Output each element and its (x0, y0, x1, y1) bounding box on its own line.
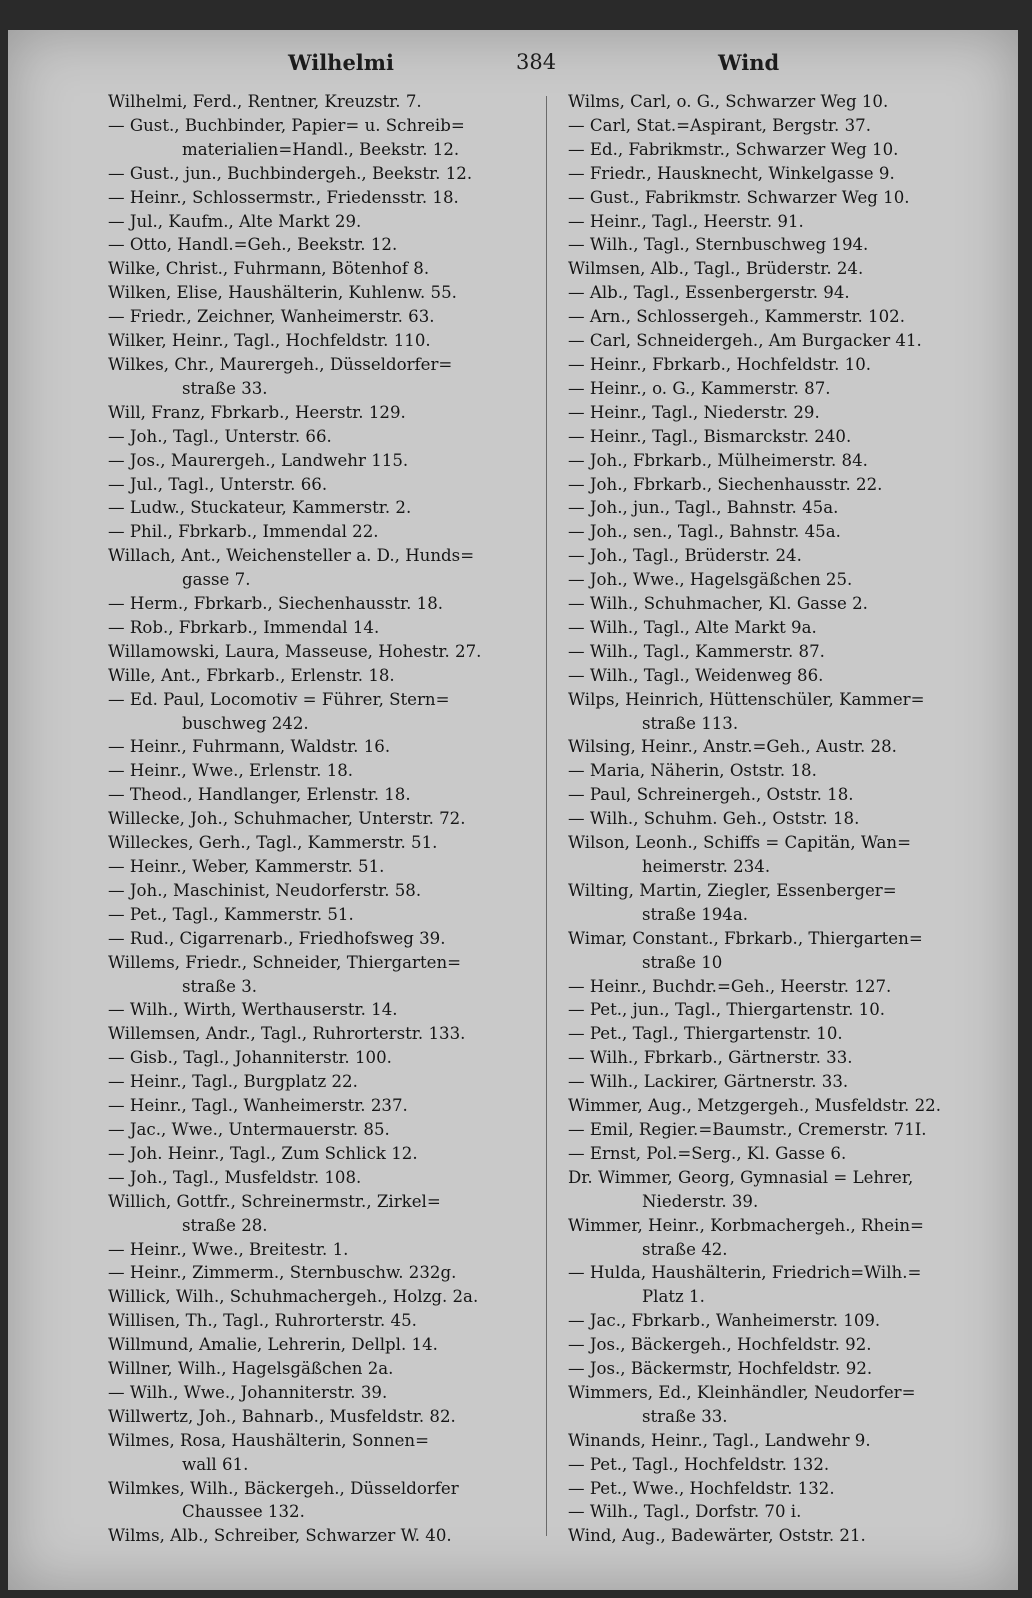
directory-entry (108, 1429, 548, 1477)
directory-entry (108, 1381, 548, 1405)
directory-entry (108, 281, 548, 305)
entry-line: Willick, Wilh., Schuhmachergeh., Holzg. 2a. (108, 1287, 479, 1307)
entry-continuation: gasse 7. (182, 570, 251, 590)
directory-entry (568, 640, 1008, 664)
entry-line: — Alb., Tagl., Essenbergerstr. 94. (568, 283, 850, 303)
entry-line: — Joh., sen., Tagl., Bahnstr. 45a. (568, 522, 841, 542)
directory-entry (108, 640, 548, 664)
entry-line: — Maria, Näherin, Oststr. 18. (568, 761, 817, 781)
entry-line: — Friedr., Hausknecht, Winkelgasse 9. (568, 163, 895, 183)
directory-entry (108, 114, 548, 162)
directory-entry (108, 1238, 548, 1262)
directory-entry (568, 1333, 1008, 1357)
entry-line: — Ludw., Stuckateur, Kammerstr. 2. (108, 498, 412, 518)
entry-line: — Joh., Tagl., Musfeldstr. 108. (108, 1167, 362, 1187)
entry-line: — Heinr., Tagl., Wanheimerstr. 237. (108, 1096, 408, 1116)
entry-line: — Jos., Maurergeh., Landwehr 115. (108, 450, 409, 470)
entry-line: — Pet., Tagl., Kammerstr. 51. (108, 904, 354, 924)
directory-entry (108, 1524, 548, 1548)
directory-entry (108, 592, 548, 616)
directory-entry (568, 735, 1008, 759)
directory-entry (568, 975, 1008, 999)
entry-line: Willemsen, Andr., Tagl., Ruhrorterstr. 133. (108, 1024, 466, 1044)
directory-entry (568, 1429, 1008, 1453)
directory-entry (568, 257, 1008, 281)
header-left-keyword: Wilhelmi (288, 50, 394, 75)
directory-entry (568, 1261, 1008, 1309)
entry-line: — Emil, Regier.=Baumstr., Cremerstr. 71I. (568, 1119, 927, 1139)
directory-entry (108, 855, 548, 879)
directory-entry (108, 210, 548, 234)
directory-entry (568, 305, 1008, 329)
entry-line: Wilms, Carl, o. G., Schwarzer Weg 10. (568, 92, 889, 111)
directory-entry (108, 90, 548, 114)
entry-line: — Joh., Tagl., Unterstr. 66. (108, 426, 332, 446)
directory-entry (568, 401, 1008, 425)
entry-continuation: straße 33. (182, 378, 268, 398)
entry-line: Wind, Aug., Badewärter, Oststr. 21. (568, 1526, 866, 1546)
entry-line: Wilker, Heinr., Tagl., Hochfeldstr. 110. (108, 331, 431, 351)
entry-line: — Gust., Fabrikmstr. Schwarzer Weg 10. (568, 187, 910, 207)
entry-line: — Ed. Paul, Locomotiv = Führer, Stern= (108, 689, 450, 709)
entry-line: Willecke, Joh., Schuhmacher, Unterstr. 72. (108, 809, 466, 829)
column-divider (546, 96, 547, 1536)
directory-entry (108, 688, 548, 736)
directory-entry (568, 1524, 1008, 1548)
directory-entry (568, 1357, 1008, 1381)
directory-entry (568, 1142, 1008, 1166)
directory-entry (568, 377, 1008, 401)
directory-entry (108, 257, 548, 281)
directory-entry (568, 592, 1008, 616)
entry-line: — Rob., Fbrkarb., Immendal 14. (108, 617, 380, 637)
right-column (568, 90, 1008, 1548)
directory-entry (568, 1453, 1008, 1477)
entry-continuation: straße 33. (642, 1406, 728, 1426)
directory-entry (108, 1357, 548, 1381)
entry-line: Wilmkes, Wilh., Bäckergeh., Düsseldorfer (108, 1478, 459, 1498)
entry-line: Willamowski, Laura, Masseuse, Hohestr. 27. (108, 641, 482, 661)
entry-line: — Ernst, Pol.=Serg., Kl. Gasse 6. (568, 1143, 847, 1163)
directory-entry (108, 233, 548, 257)
directory-entry (568, 568, 1008, 592)
entry-line: — Heinr., o. G., Kammerstr. 87. (568, 378, 831, 398)
directory-entry (568, 1094, 1008, 1118)
entry-line: — Gust., Buchbinder, Papier= u. Schreib= (108, 115, 465, 135)
entry-line: Wilken, Elise, Haushälterin, Kuhlenw. 55. (108, 283, 457, 303)
directory-entry (108, 1477, 548, 1525)
entry-line: — Gisb., Tagl., Johanniterstr. 100. (108, 1048, 392, 1068)
entry-line: — Carl, Schneidergeh., Am Burgacker 41. (568, 331, 922, 351)
entry-line: — Heinr., Wwe., Erlenstr. 18. (108, 761, 354, 781)
directory-entry (108, 1405, 548, 1429)
entry-continuation: Chaussee 132. (182, 1502, 305, 1522)
entry-line: — Joh., Maschinist, Neudorferstr. 58. (108, 880, 422, 900)
entry-line: — Wilh., Wwe., Johanniterstr. 39. (108, 1382, 388, 1402)
directory-entry (568, 162, 1008, 186)
entry-continuation: Niederstr. 39. (642, 1191, 759, 1211)
directory-entry (108, 162, 548, 186)
entry-line: — Heinr., Tagl., Heerstr. 91. (568, 211, 804, 231)
directory-entry (108, 305, 548, 329)
entry-line: — Heinr., Fbrkarb., Hochfeldstr. 10. (568, 354, 872, 374)
entry-line: — Wilh., Tagl., Kammerstr. 87. (568, 641, 825, 661)
entry-line: — Ed., Fabrikmstr., Schwarzer Weg 10. (568, 139, 899, 159)
entry-line: — Wilh., Lackirer, Gärtnerstr. 33. (568, 1072, 849, 1092)
directory-entry (108, 1166, 548, 1190)
directory-entry (108, 496, 548, 520)
directory-entry (108, 186, 548, 210)
entry-line: Willems, Friedr., Schneider, Thiergarten= (108, 952, 462, 972)
directory-entry (108, 401, 548, 425)
entry-line: — Arn., Schlossergeh., Kammerstr. 102. (568, 307, 905, 327)
entry-line: — Joh., jun., Tagl., Bahnstr. 45a. (568, 498, 839, 518)
entry-continuation: straße 3. (182, 976, 258, 996)
directory-entry (108, 664, 548, 688)
directory-entry (568, 807, 1008, 831)
entry-continuation: buschweg 242. (182, 713, 309, 733)
directory-entry (108, 807, 548, 831)
entry-line: — Heinr., Zimmerm., Sternbuschw. 232g. (108, 1263, 457, 1283)
entry-line: Wilmes, Rosa, Haushälterin, Sonnen= (108, 1430, 430, 1450)
entry-continuation: straße 113. (642, 713, 739, 733)
entry-line: — Heinr., Wwe., Breitestr. 1. (108, 1239, 349, 1259)
left-column (108, 90, 548, 1548)
entry-line: — Joh., Fbrkarb., Siechenhausstr. 22. (568, 474, 883, 494)
entry-line: — Joh., Wwe., Hagelsgäßchen 25. (568, 570, 853, 590)
entry-line: — Jul., Kaufm., Alte Markt 29. (108, 211, 362, 231)
entry-line: — Jac., Wwe., Untermauerstr. 85. (108, 1119, 390, 1139)
header-right-keyword: Wind (718, 50, 780, 75)
directory-entry (108, 449, 548, 473)
directory-entry (108, 951, 548, 999)
directory-entry (108, 1094, 548, 1118)
entry-line: — Theod., Handlanger, Erlenstr. 18. (108, 785, 411, 805)
entry-line: — Wilh., Schuhm. Geh., Oststr. 18. (568, 809, 860, 829)
directory-entry (568, 186, 1008, 210)
entry-line: — Heinr., Tagl., Bismarckstr. 240. (568, 426, 852, 446)
directory-entry (108, 520, 548, 544)
directory-entry (108, 903, 548, 927)
directory-entry (568, 473, 1008, 497)
entry-continuation: straße 28. (182, 1215, 268, 1235)
directory-entry (108, 425, 548, 449)
directory-entry (568, 425, 1008, 449)
directory-entry (568, 783, 1008, 807)
directory-entry (568, 927, 1008, 975)
entry-line: — Wilh., Tagl., Alte Markt 9a. (568, 617, 817, 637)
entry-line: Wilps, Heinrich, Hüttenschüler, Kammer= (568, 689, 925, 709)
entry-line: Wilke, Christ., Fuhrmann, Bötenhof 8. (108, 259, 430, 279)
directory-entry (108, 759, 548, 783)
entry-line: — Joh. Heinr., Tagl., Zum Schlick 12. (108, 1143, 418, 1163)
directory-entry (568, 1381, 1008, 1429)
directory-entry (568, 281, 1008, 305)
directory-entry (108, 1070, 548, 1094)
page-header (8, 42, 1018, 82)
entry-line: — Wilh., Tagl., Dorfstr. 70 i. (568, 1502, 802, 1522)
entry-line: Will, Franz, Fbrkarb., Heerstr. 129. (108, 402, 406, 422)
entry-line: Dr. Wimmer, Georg, Gymnasial = Lehrer, (568, 1167, 914, 1187)
entry-line: — Paul, Schreinergeh., Oststr. 18. (568, 785, 854, 805)
directory-entry (568, 544, 1008, 568)
directory-entry (108, 1261, 548, 1285)
directory-entry (568, 616, 1008, 640)
directory-entry (568, 329, 1008, 353)
directory-entry (568, 664, 1008, 688)
entry-line: — Jos., Bäckermstr, Hochfeldstr. 92. (568, 1359, 873, 1379)
entry-line: — Heinr., Schlossermstr., Friedensstr. 18. (108, 187, 459, 207)
directory-entry (568, 496, 1008, 520)
directory-entry (108, 1046, 548, 1070)
directory-entry (568, 879, 1008, 927)
entry-line: — Pet., jun., Tagl., Thiergartenstr. 10. (568, 1000, 886, 1020)
directory-entry (568, 1214, 1008, 1262)
directory-entry (108, 1190, 548, 1238)
entry-line: — Wilh., Tagl., Sternbuschweg 194. (568, 235, 869, 255)
directory-entry (568, 1046, 1008, 1070)
directory-entry (568, 1500, 1008, 1524)
directory-entry (568, 520, 1008, 544)
directory-entry (108, 329, 548, 353)
directory-entry (568, 1118, 1008, 1142)
directory-entry (108, 473, 548, 497)
directory-entry (568, 114, 1008, 138)
directory-entry (568, 1166, 1008, 1214)
directory-entry (108, 735, 548, 759)
entry-line: Willisen, Th., Tagl., Ruhrorterstr. 45. (108, 1311, 417, 1331)
entry-line: Wille, Ant., Fbrkarb., Erlenstr. 18. (108, 665, 395, 685)
entry-line: — Otto, Handl.=Geh., Beekstr. 12. (108, 235, 398, 255)
directory-entry (568, 210, 1008, 234)
directory-entry (568, 1477, 1008, 1501)
entry-line: — Wilh., Fbrkarb., Gärtnerstr. 33. (568, 1048, 853, 1068)
entry-line: — Pet., Tagl., Hochfeldstr. 132. (568, 1454, 830, 1474)
entry-line: Wilting, Martin, Ziegler, Essenberger= (568, 880, 897, 900)
entry-continuation: Platz 1. (642, 1287, 705, 1307)
directory-entry (568, 831, 1008, 879)
entry-line: Wilhelmi, Ferd., Rentner, Kreuzstr. 7. (108, 92, 422, 111)
directory-entry (108, 783, 548, 807)
directory-entry (108, 831, 548, 855)
entry-line: — Joh., Tagl., Brüderstr. 24. (568, 546, 802, 566)
entry-line: Willmund, Amalie, Lehrerin, Dellpl. 14. (108, 1335, 438, 1355)
entry-line: Wilsing, Heinr., Anstr.=Geh., Austr. 28. (568, 737, 897, 757)
entry-line: — Friedr., Zeichner, Wanheimerstr. 63. (108, 307, 435, 327)
entry-line: Willner, Wilh., Hagelsgäßchen 2a. (108, 1359, 394, 1379)
page-number: 384 (516, 50, 557, 74)
entry-line: — Heinr., Fuhrmann, Waldstr. 16. (108, 737, 391, 757)
entry-continuation: wall 61. (182, 1454, 249, 1474)
directory-entry (568, 1070, 1008, 1094)
entry-line: Wimmer, Heinr., Korbmachergeh., Rhein= (568, 1215, 924, 1235)
directory-entry (568, 1309, 1008, 1333)
entry-continuation: heimerstr. 234. (642, 857, 771, 876)
entry-line: — Pet., Tagl., Thiergartenstr. 10. (568, 1024, 843, 1044)
directory-entry (568, 688, 1008, 736)
entry-line: — Hulda, Haushälterin, Friedrich=Wilh.= (568, 1263, 922, 1283)
entry-line: — Herm., Fbrkarb., Siechenhausstr. 18. (108, 594, 444, 614)
entry-line: — Rud., Cigarrenarb., Friedhofsweg 39. (108, 928, 446, 948)
entry-line: Winands, Heinr., Tagl., Landwehr 9. (568, 1430, 871, 1450)
entry-line: — Heinr., Tagl., Niederstr. 29. (568, 402, 820, 422)
directory-entry (568, 90, 1008, 114)
entry-line: Wilms, Alb., Schreiber, Schwarzer W. 40. (108, 1526, 452, 1546)
entry-line: — Wilh., Tagl., Weidenweg 86. (568, 665, 824, 685)
directory-page (8, 30, 1018, 1590)
entry-continuation: straße 194a. (642, 904, 749, 924)
directory-entry (568, 353, 1008, 377)
entry-line: Willeckes, Gerh., Tagl., Kammerstr. 51. (108, 833, 438, 853)
directory-entry (108, 1118, 548, 1142)
directory-entry (108, 616, 548, 640)
entry-line: — Heinr., Weber, Kammerstr. 51. (108, 857, 385, 876)
entry-line: — Wilh., Wirth, Werthauserstr. 14. (108, 1000, 398, 1020)
entry-line: Wilmsen, Alb., Tagl., Brüderstr. 24. (568, 259, 864, 279)
directory-entry (568, 138, 1008, 162)
entry-line: — Carl, Stat.=Aspirant, Bergstr. 37. (568, 115, 871, 135)
entry-line: — Heinr., Tagl., Burgplatz 22. (108, 1072, 358, 1092)
entry-continuation: straße 42. (642, 1239, 728, 1259)
directory-entry (568, 449, 1008, 473)
directory-entry (108, 1309, 548, 1333)
entry-line: — Heinr., Buchdr.=Geh., Heerstr. 127. (568, 976, 892, 996)
entry-line: — Jac., Fbrkarb., Wanheimerstr. 109. (568, 1311, 881, 1331)
entry-line: — Jos., Bäckergeh., Hochfeldstr. 92. (568, 1335, 872, 1355)
directory-entry (108, 1333, 548, 1357)
entry-line: — Joh., Fbrkarb., Mülheimerstr. 84. (568, 450, 868, 470)
entry-line: — Gust., jun., Buchbindergeh., Beekstr. 12. (108, 163, 473, 183)
entry-line: Willwertz, Joh., Bahnarb., Musfeldstr. 82. (108, 1406, 456, 1426)
directory-entry (568, 233, 1008, 257)
directory-entry (108, 879, 548, 903)
entry-line: — Jul., Tagl., Unterstr. 66. (108, 474, 328, 494)
entry-line: Wimar, Constant., Fbrkarb., Thiergarten= (568, 928, 923, 948)
directory-entry (108, 544, 548, 592)
entry-line: Wimmers, Ed., Kleinhändler, Neudorfer= (568, 1382, 916, 1402)
directory-entry (568, 998, 1008, 1022)
entry-continuation: materialien=Handl., Beekstr. 12. (182, 139, 460, 159)
directory-entry (108, 1285, 548, 1309)
entry-line: Willach, Ant., Weichensteller a. D., Hunds= (108, 546, 475, 566)
directory-entry (108, 353, 548, 401)
directory-entry (108, 1142, 548, 1166)
directory-entry (108, 1022, 548, 1046)
entry-line: Wilkes, Chr., Maurergeh., Düsseldorfer= (108, 354, 453, 374)
entry-line: Wilson, Leonh., Schiffs = Capitän, Wan= (568, 833, 911, 853)
directory-entry (108, 927, 548, 951)
entry-line: — Pet., Wwe., Hochfeldstr. 132. (568, 1478, 835, 1498)
entry-line: — Wilh., Schuhmacher, Kl. Gasse 2. (568, 594, 868, 614)
entry-line: — Phil., Fbrkarb., Immendal 22. (108, 522, 379, 542)
directory-entry (568, 759, 1008, 783)
directory-entry (108, 998, 548, 1022)
entry-continuation: straße 10 (642, 952, 723, 972)
entry-line: Wimmer, Aug., Metzgergeh., Musfeldstr. 22. (568, 1096, 942, 1116)
entry-line: Willich, Gottfr., Schreinermstr., Zirkel= (108, 1191, 441, 1211)
directory-entry (568, 1022, 1008, 1046)
